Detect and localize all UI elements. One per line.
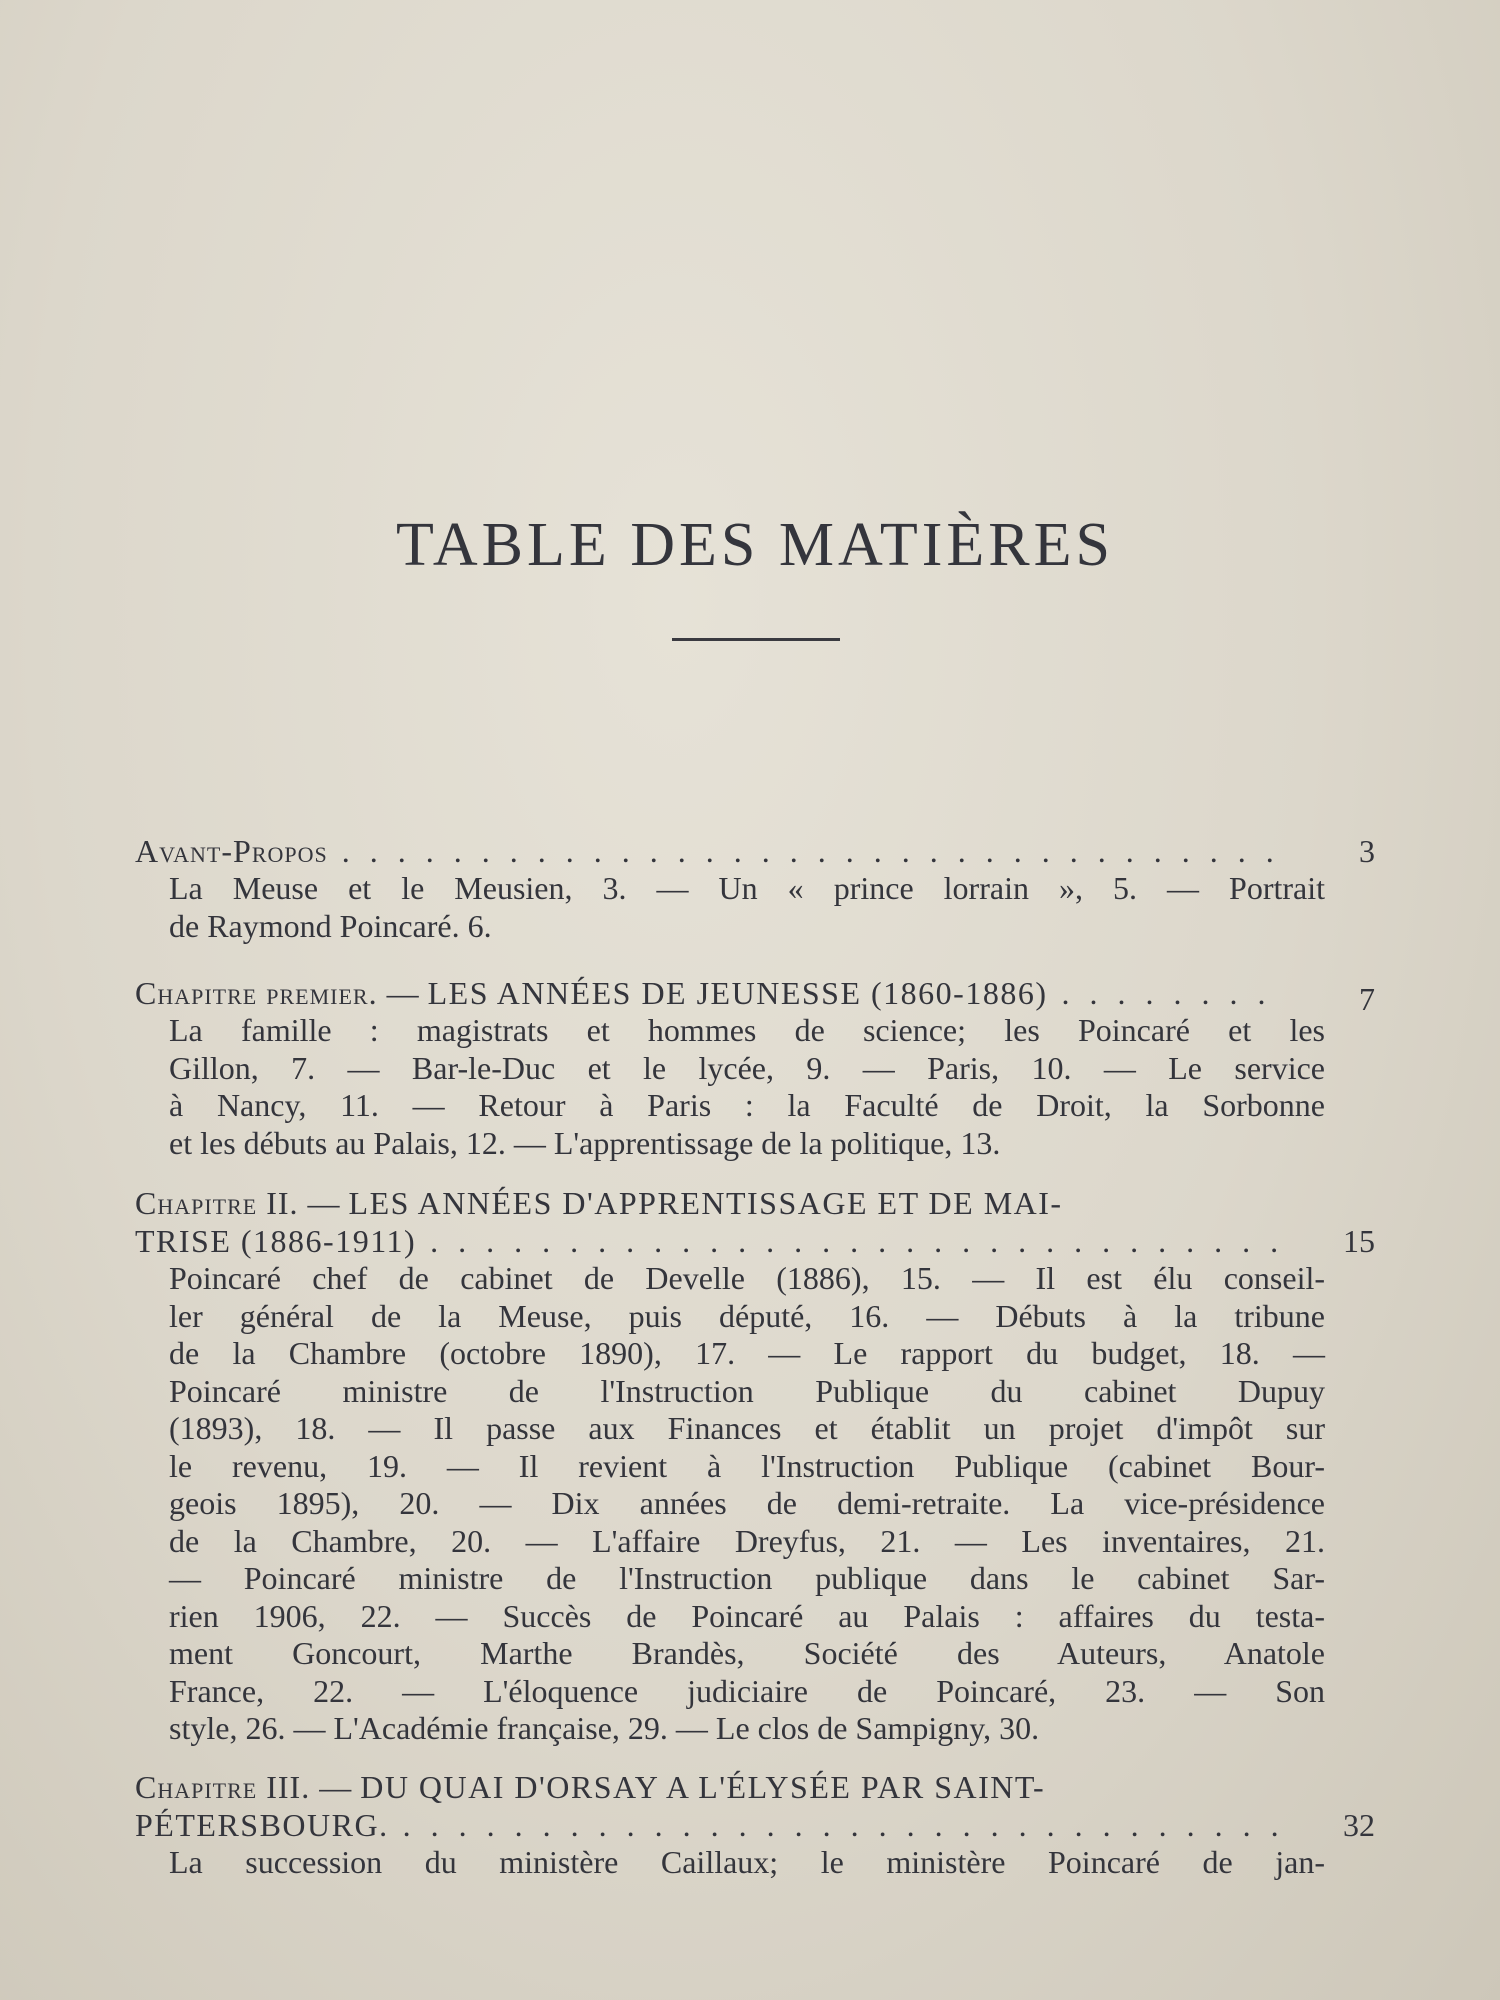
toc-label: Chapitre premier. — xyxy=(135,975,420,1011)
toc-heading xyxy=(135,974,1375,1017)
summary-line: de la Chambre (octobre 1890), 17. — Le rapport du budget, 18. — xyxy=(169,1335,1325,1371)
toc-title: TRISE (1886-1911) xyxy=(135,1223,417,1259)
toc-entry-chapitre-ii xyxy=(135,1184,1375,1748)
summary-line: de la Chambre, 20. — L'affaire Dreyfus, 21. — Les inventaires, 21. xyxy=(169,1522,1325,1559)
toc-summary xyxy=(135,870,1325,945)
toc-heading xyxy=(135,832,1375,870)
summary-line: — Poincaré ministre de l'Instruction publique dans le cabinet Sar- xyxy=(169,1560,1325,1596)
toc-summary xyxy=(135,1844,1325,1882)
summary-line: ment Goncourt, Marthe Brandès, Société des Auteurs, Anatole xyxy=(169,1635,1325,1671)
toc-label: Avant-Propos xyxy=(135,833,328,869)
toc-page-number: 15 xyxy=(1343,1223,1375,1259)
toc-title: PÉTERSBOURG. xyxy=(135,1807,389,1843)
summary-line: (1893), 18. — Il passe aux Finances et établit un projet d'impôt sur xyxy=(169,1410,1325,1446)
summary-line: La Meuse et le Meusien, 3. — Un « prince lorrain », 5. — Portrait xyxy=(169,870,1325,906)
toc-title: LES ANNÉES DE JEUNESSE (1860-1886) xyxy=(427,975,1048,1011)
toc-summary xyxy=(135,1260,1325,1748)
toc-title: DU QUAI D'ORSAY A L'ÉLYSÉE PAR SAINT- xyxy=(360,1769,1046,1805)
toc-title: LES ANNÉES D'APPRENTISSAGE ET DE MAI- xyxy=(348,1185,1063,1221)
summary-line: le revenu, 19. — Il revient à l'Instruction Publique (cabinet Bour- xyxy=(169,1447,1325,1484)
summary-line: de Raymond Poincaré. 6. xyxy=(169,907,492,944)
toc-entry-avant-propos xyxy=(135,832,1375,945)
summary-line: rien 1906, 22. — Succès de Poincaré au Palais : affaires du testa- xyxy=(169,1597,1325,1634)
summary-line: Poincaré ministre de l'Instruction Publique du cabinet Dupuy xyxy=(169,1372,1325,1409)
summary-line: La famille : magistrats et hommes de science; les Poincaré et les xyxy=(169,1012,1325,1048)
toc-label: Chapitre III. — xyxy=(135,1769,353,1805)
summary-line: La succession du ministère Caillaux; le ministère Poincaré de jan- xyxy=(169,1844,1325,1880)
title-rule xyxy=(672,638,840,641)
toc-page-number: 3 xyxy=(1359,833,1375,869)
toc-heading-continued xyxy=(135,1222,1375,1260)
toc-entry-chapitre-iii xyxy=(135,1768,1375,1882)
summary-line: Gillon, 7. — Bar-le-Duc et le lycée, 9. — Paris, 10. — Le service xyxy=(169,1049,1325,1086)
summary-line: à Nancy, 11. — Retour à Paris : la Faculté de Droit, la Sorbonne xyxy=(169,1087,1325,1123)
summary-line: geois 1895), 20. — Dix années de demi-retraite. La vice-présidence xyxy=(169,1485,1325,1521)
toc-heading xyxy=(135,1768,1375,1806)
toc-summary xyxy=(135,1012,1325,1162)
summary-line: France, 22. — L'éloquence judiciaire de Poincaré, 23. — Son xyxy=(169,1672,1325,1709)
toc-page-number: 32 xyxy=(1343,1807,1375,1843)
toc-heading-continued xyxy=(135,1806,1375,1844)
summary-line: Poincaré chef de cabinet de Develle (1886), 15. — Il est élu conseil- xyxy=(169,1260,1325,1296)
toc-heading xyxy=(135,1184,1375,1222)
summary-line: et les débuts au Palais, 12. — L'apprentissage de la politique, 13. xyxy=(169,1124,1001,1161)
summary-line: ler général de la Meuse, puis député, 16. — Débuts à la tribune xyxy=(169,1297,1325,1334)
toc-entry-chapitre-premier xyxy=(135,974,1375,1162)
page-title: TABLE DES MATIÈRES xyxy=(395,511,1115,579)
toc-label: Chapitre II. — xyxy=(135,1185,341,1221)
summary-line: style, 26. — L'Académie française, 29. — Le clos de Sampigny, 30. xyxy=(169,1710,1040,1746)
toc-page-number: 7 xyxy=(1359,981,1375,1017)
